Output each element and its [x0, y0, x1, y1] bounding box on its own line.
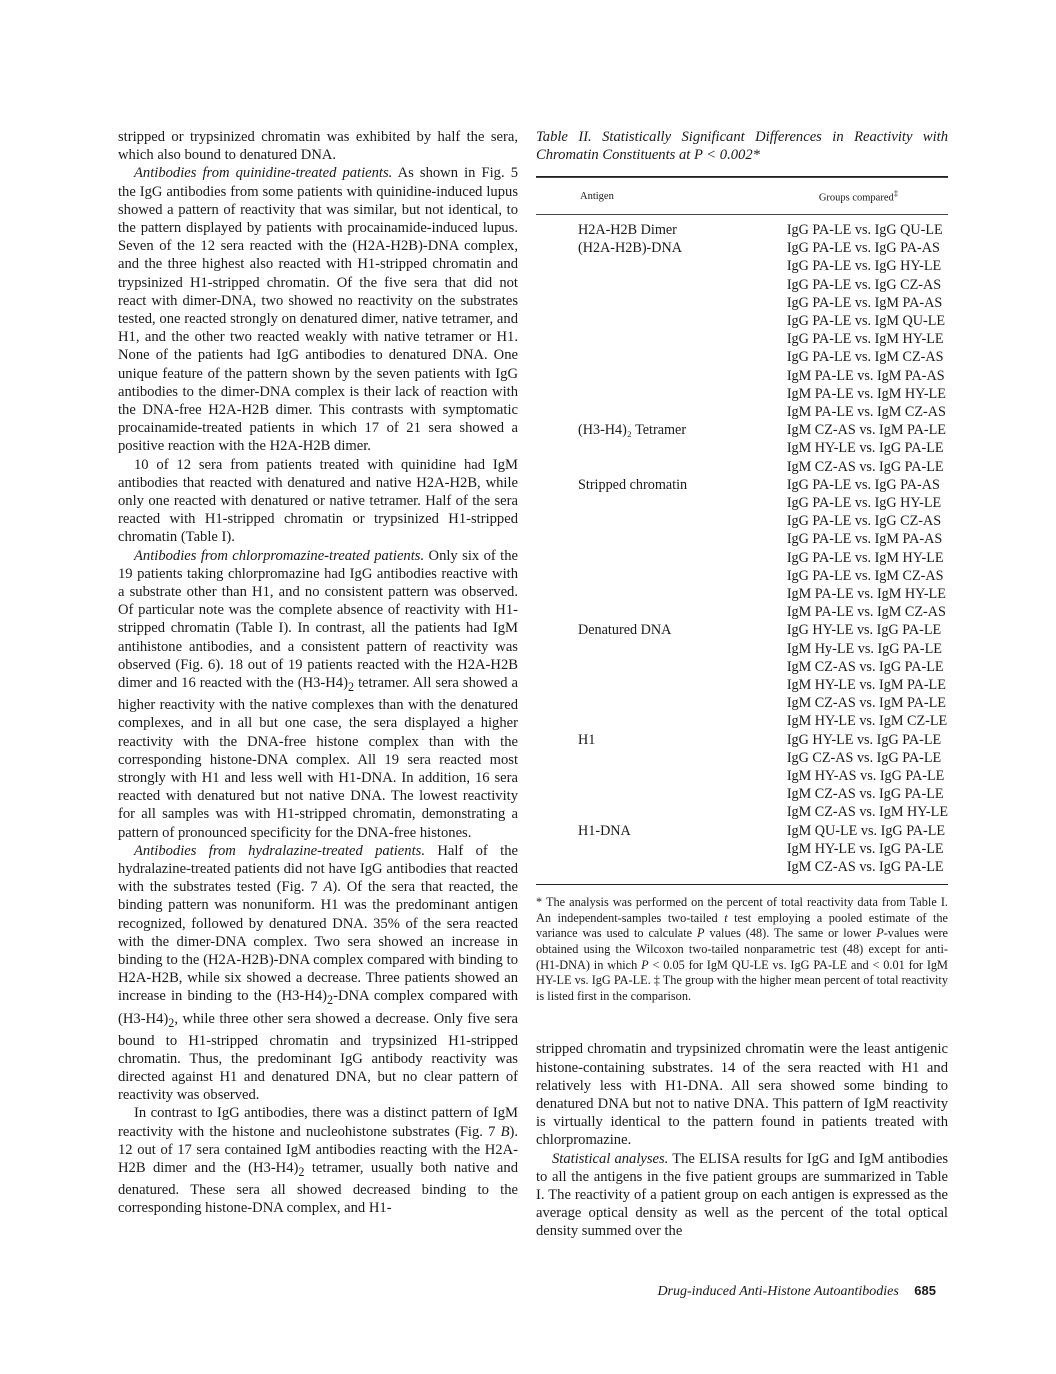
table-row [536, 640, 948, 658]
page-number: 685 [914, 1283, 936, 1298]
table-row [536, 785, 948, 803]
table-row [536, 767, 948, 785]
table-row [536, 439, 948, 457]
column-header-antigen: Antigen [580, 190, 614, 202]
groups-compared-cell: IgM HY-LE vs. IgM CZ-LE [786, 713, 948, 730]
table-row [536, 658, 948, 676]
table-row [536, 276, 948, 294]
groups-compared-cell: IgM CZ-AS vs. IgG PA-LE [786, 458, 944, 475]
antigen-cell: H2A-H2B Dimer [578, 221, 677, 238]
table-row [536, 803, 948, 821]
antigen-cell [536, 367, 747, 385]
paragraph: stripped chromatin and trypsinized chromatin were the least antigenic histone-containing substrates. 14 of the sera reacted with H1 and relatively less with H1-DNA. All sera showed some binding to denatured DNA but not to native DNA. This pattern of IgM reactivity is virtually identical to the pattern found in patients treated with chlorpromazine. [536, 1041, 948, 1149]
antigen-cell [536, 676, 747, 694]
paragraph-chlorpromazine: Antibodies from chlorpromazine-treated patients. Only six of the 19 patients taking chlorpromazine had IgG antibodies reactive with a substrate other than H1, and no consistent pattern was observed. Of particular note was the complete absence of reactivity with H1-stripped chromatin (Table I). In contrast, all the patients had IgM antihistone antibodies, and a consistent pattern of reactivity was observed (Fig. 6). 18 out of 19 patients reacted with the H2A-H2B dimer and 16 reacted with the $(H3-H4)_2$ tetramer. All sera showed a higher reactivity with the native complexes than with the denatured complexes, and in all but one case, the sera displayed a higher reactivity with the DNA-free histone complex than with the corresponding histone-DNA complex. All 19 sera reacted most strongly with H1 and less well with H1-DNA. In addition, 16 sera reacted with denatured but not native DNA. The lowest reactivity for all samples was with H1-stripped chromatin, demonstrating a pattern of pronounced specificity for the DNA-free histones. [118, 547, 518, 841]
antigen-cell [536, 567, 747, 585]
antigen-cell [536, 348, 747, 366]
table-row [536, 494, 948, 512]
table-row [536, 530, 948, 548]
antigen-cell [536, 530, 747, 548]
antigen-cell [536, 658, 747, 676]
antigen-cell [536, 640, 747, 658]
groups-compared-cell: IgG PA-LE vs. IgM PA-AS [786, 294, 943, 311]
page-footer [536, 1283, 936, 1300]
antigen-cell [536, 840, 747, 858]
running-title: Drug-induced Anti-Histone Autoantibodies [657, 1284, 899, 1299]
table-row [536, 840, 948, 858]
antigen-cell [536, 512, 747, 530]
section-run-in-heading: Antibodies from hydralazine-treated patients. [134, 842, 425, 859]
table-row [536, 585, 948, 603]
table-row [536, 603, 948, 621]
table-row [536, 403, 948, 421]
table-row [536, 385, 948, 403]
table-row [536, 621, 948, 639]
antigen-cell: Stripped chromatin [578, 476, 688, 493]
groups-compared-cell: IgG PA-LE vs. IgG PA-AS [786, 476, 940, 493]
antigen-cell: H1-DNA [578, 822, 631, 839]
antigen-cell: (H2A-H2B)-DNA [578, 240, 683, 257]
right-column-text [536, 1040, 948, 1240]
antigen-cell: Denatured DNA [578, 622, 672, 639]
table-row [536, 312, 948, 330]
table-row [536, 694, 948, 712]
groups-compared-cell: IgM CZ-AS vs. IgG PA-LE [786, 859, 944, 876]
antigen-cell [536, 439, 747, 457]
data-table [536, 177, 948, 876]
table-header [536, 178, 948, 215]
antigen-cell [536, 276, 747, 294]
groups-compared-cell: IgG PA-LE vs. IgM CZ-AS [786, 567, 944, 584]
paragraph-hydralazine: Antibodies from hydralazine-treated patients. Half of the hydralazine-treated patients did not have IgG antibodies that reacted with the substrates tested (Fig. 7 A). Of the sera that reacted, the binding pattern was nonuniform. H1 was the predominant antigen recognized, followed by denatured DNA. 35% of the sera reacted with the dimer-DNA complex. Two sera showed an increase in binding to the (H2A-H2B)-DNA complex compared with binding to H2A-H2B, while six showed a decrease. Three patients showed an increase in binding to the $(H3-H4)_2$-DNA complex compared with $(H3-H4)_2$, while three other sera showed a decrease. Only five sera bound to H1-stripped chromatin and trypsinized H1-stripped chromatin. Thus, the predominant IgG antibody reactivity was directed against H1 and denatured DNA, but no clear pattern of reactivity was observed. [118, 842, 518, 1104]
table-row [536, 676, 948, 694]
table-bottom-rule [536, 884, 948, 885]
antigen-cell [536, 330, 747, 348]
antigen-cell [536, 257, 747, 275]
groups-compared-cell: IgG CZ-AS vs. IgG PA-LE [786, 749, 942, 766]
table-row [536, 822, 948, 840]
groups-compared-cell: IgG HY-LE vs. IgG PA-LE [786, 622, 942, 639]
table-ii [536, 176, 948, 885]
antigen-cell [536, 785, 747, 803]
antigen-cell [536, 549, 747, 567]
paragraph: stripped or trypsinized chromatin was exhibited by half the sera, which also bound to denatured DNA. [118, 129, 518, 164]
antigen-cell [536, 694, 747, 712]
groups-compared-cell: IgG PA-LE vs. IgG HY-LE [786, 494, 942, 511]
antigen-cell [536, 749, 747, 767]
antigen-cell [536, 403, 747, 421]
groups-compared-cell: IgM CZ-AS vs. IgM PA-LE [786, 695, 946, 712]
antigen-cell: H1 [578, 731, 596, 748]
groups-compared-cell: IgG PA-LE vs. IgG PA-AS [786, 240, 940, 257]
antigen-cell [536, 458, 747, 476]
right-column [536, 128, 948, 1241]
paragraph-statistics: Statistical analyses. The ELISA results for IgG and IgM antibodies to all the antigens in the five patient groups are summarized in Table I. The reactivity of a patient group on each antigen is expressed as the average optical density as well as the percent of the total optical density summed over the [536, 1150, 949, 1240]
groups-compared-cell: IgM PA-LE vs. IgM HY-LE [786, 585, 946, 602]
antigen-cell [536, 767, 747, 785]
section-run-in-heading: Antibodies from chlorpromazine-treated patients. [134, 547, 425, 564]
section-run-in-heading: Antibodies from quinidine-treated patients. [134, 165, 393, 182]
table-row [536, 567, 948, 585]
table-row [536, 367, 948, 385]
groups-compared-cell: IgM QU-LE vs. IgG PA-LE [786, 822, 946, 839]
table-row [536, 348, 948, 366]
groups-compared-cell: IgM CZ-AS vs. IgG PA-LE [786, 658, 944, 675]
groups-compared-cell: IgM HY-AS vs. IgG PA-LE [786, 768, 945, 784]
table-row [536, 712, 948, 730]
groups-compared-cell: IgG PA-LE vs. IgM PA-AS [786, 531, 943, 548]
groups-compared-cell: IgM PA-LE vs. IgM CZ-AS [786, 604, 946, 621]
table-row [536, 239, 948, 257]
groups-compared-cell: IgG PA-LE vs. IgM QU-LE [786, 312, 946, 329]
table-row [536, 731, 948, 749]
groups-compared-cell: IgG PA-LE vs. IgG CZ-AS [786, 276, 942, 293]
groups-compared-cell: IgM HY-LE vs. IgG PA-LE [786, 440, 944, 457]
groups-compared-cell: IgG PA-LE vs. IgG HY-LE [786, 258, 942, 275]
table-row [536, 476, 948, 494]
antigen-cell [536, 385, 747, 403]
table-row [536, 549, 948, 567]
antigen-cell [536, 803, 747, 821]
groups-compared-cell: IgM PA-LE vs. IgM CZ-AS [786, 403, 946, 420]
table-row [536, 458, 948, 476]
column-header-groups: Groups compared‡ [818, 188, 899, 204]
groups-compared-cell: IgG PA-LE vs. IgM HY-LE [786, 331, 944, 348]
groups-compared-cell: IgM HY-LE vs. IgM PA-LE [786, 676, 946, 693]
groups-compared-cell: IgM CZ-AS vs. IgM HY-LE [786, 804, 948, 821]
table-row [536, 257, 948, 275]
groups-compared-cell: IgG PA-LE vs. IgG QU-LE [786, 221, 943, 238]
table-row [536, 858, 948, 876]
antigen-cell [536, 603, 747, 621]
table-body [536, 214, 948, 876]
groups-compared-cell: IgM Hy-LE vs. IgG PA-LE [786, 640, 942, 657]
groups-compared-cell: IgM PA-LE vs. IgM PA-AS [786, 367, 945, 384]
antigen-cell [536, 858, 747, 876]
antigen-cell: (H3-H4)₂ Tetramer [578, 422, 687, 439]
paragraph: 10 of 12 sera from patients treated with quinidine had IgM antibodies that reacted with denatured and native H2A-H2B, while only one reacted with denatured or native tetramer. Half of the sera reacted with H1-stripped chromatin or trypsinized H1-stripped chromatin (Table I). [118, 456, 518, 546]
left-column [118, 128, 518, 1218]
table-row [536, 749, 948, 767]
groups-compared-cell: IgM PA-LE vs. IgM HY-LE [786, 385, 946, 402]
table-row [536, 294, 948, 312]
groups-compared-cell: IgM CZ-AS vs. IgM PA-LE [786, 422, 946, 439]
groups-compared-cell: IgG PA-LE vs. IgM CZ-AS [786, 349, 944, 366]
groups-compared-cell: IgM HY-LE vs. IgG PA-LE [786, 840, 944, 857]
table-footnote: * The analysis was performed on the percent of total reactivity data from Table I. An independent-samples two-tailed t test employing a pooled estimate of the variance was used to calculate P values (48). The same or lower P-values were obtained using the Wilcoxon two-tailed nonparametric test (48) except for anti-(H1-DNA) in which P < 0.05 for IgM QU-LE vs. IgG PA-LE and < 0.01 for IgM HY-LE vs. IgG PA-LE. ‡ The group with the higher mean percent of total reactivity is listed first in the comparison. [536, 895, 948, 1003]
antigen-cell [536, 712, 747, 730]
groups-compared-cell: IgM CZ-AS vs. IgG PA-LE [786, 786, 944, 803]
table-row [536, 512, 948, 530]
section-run-in-heading: Statistical analyses. [552, 1150, 669, 1167]
antigen-cell [536, 494, 747, 512]
groups-compared-cell: IgG HY-LE vs. IgG PA-LE [786, 731, 942, 748]
table-caption: Table II. Statistically Significant Differences in Reactivity with Chromatin Constituents at P < 0.002* [536, 129, 948, 164]
table-row [536, 214, 948, 239]
paragraph-quinidine: Antibodies from quinidine-treated patients. As shown in Fig. 5 the IgG antibodies from some patients with quinidine-induced lupus showed a pattern of reactivity that was similar, but not identical, to the pattern displayed by patients with procainamide-induced lupus. Seven of the 12 sera reacted with the (H2A-H2B)-DNA complex, and the three highest also reacted with H1-stripped chromatin and trypsinized H1-stripped chromatin. Of the five sera that did not react with dimer-DNA, two showed no reactivity on the substrates tested, one reacted strongly on denatured dimer, native tetramer, and H1, and the other two reacted weakly with native tetramer or H1. None of the patients had IgG antibodies to denatured DNA. One unique feature of the pattern shown by the seven patients with IgG antibodies to the dimer-DNA complex is their lack of reaction with the DNA-free H2A-H2B dimer. This contrasts with symptomatic procainamide-treated patients in which 17 of 21 sera showed a positive reaction with the H2A-H2B dimer. [118, 165, 518, 455]
table-row [536, 421, 948, 439]
antigen-cell [536, 312, 747, 330]
table-row [536, 330, 948, 348]
paragraph: In contrast to IgG antibodies, there was a distinct pattern of IgM reactivity with the histone and nucleohistone substrates (Fig. 7 B). 12 out of 17 sera contained IgM antibodies reacting with the H2A-H2B dimer and the $(H3-H4)_2$ tetramer, usually both native and denatured. These sera all showed decreased binding to the corresponding histone-DNA complex, and H1- [118, 1105, 519, 1217]
groups-compared-cell: IgG PA-LE vs. IgM HY-LE [786, 549, 944, 566]
antigen-cell [536, 294, 747, 312]
groups-compared-cell: IgG PA-LE vs. IgG CZ-AS [786, 513, 942, 530]
antigen-cell [536, 585, 747, 603]
